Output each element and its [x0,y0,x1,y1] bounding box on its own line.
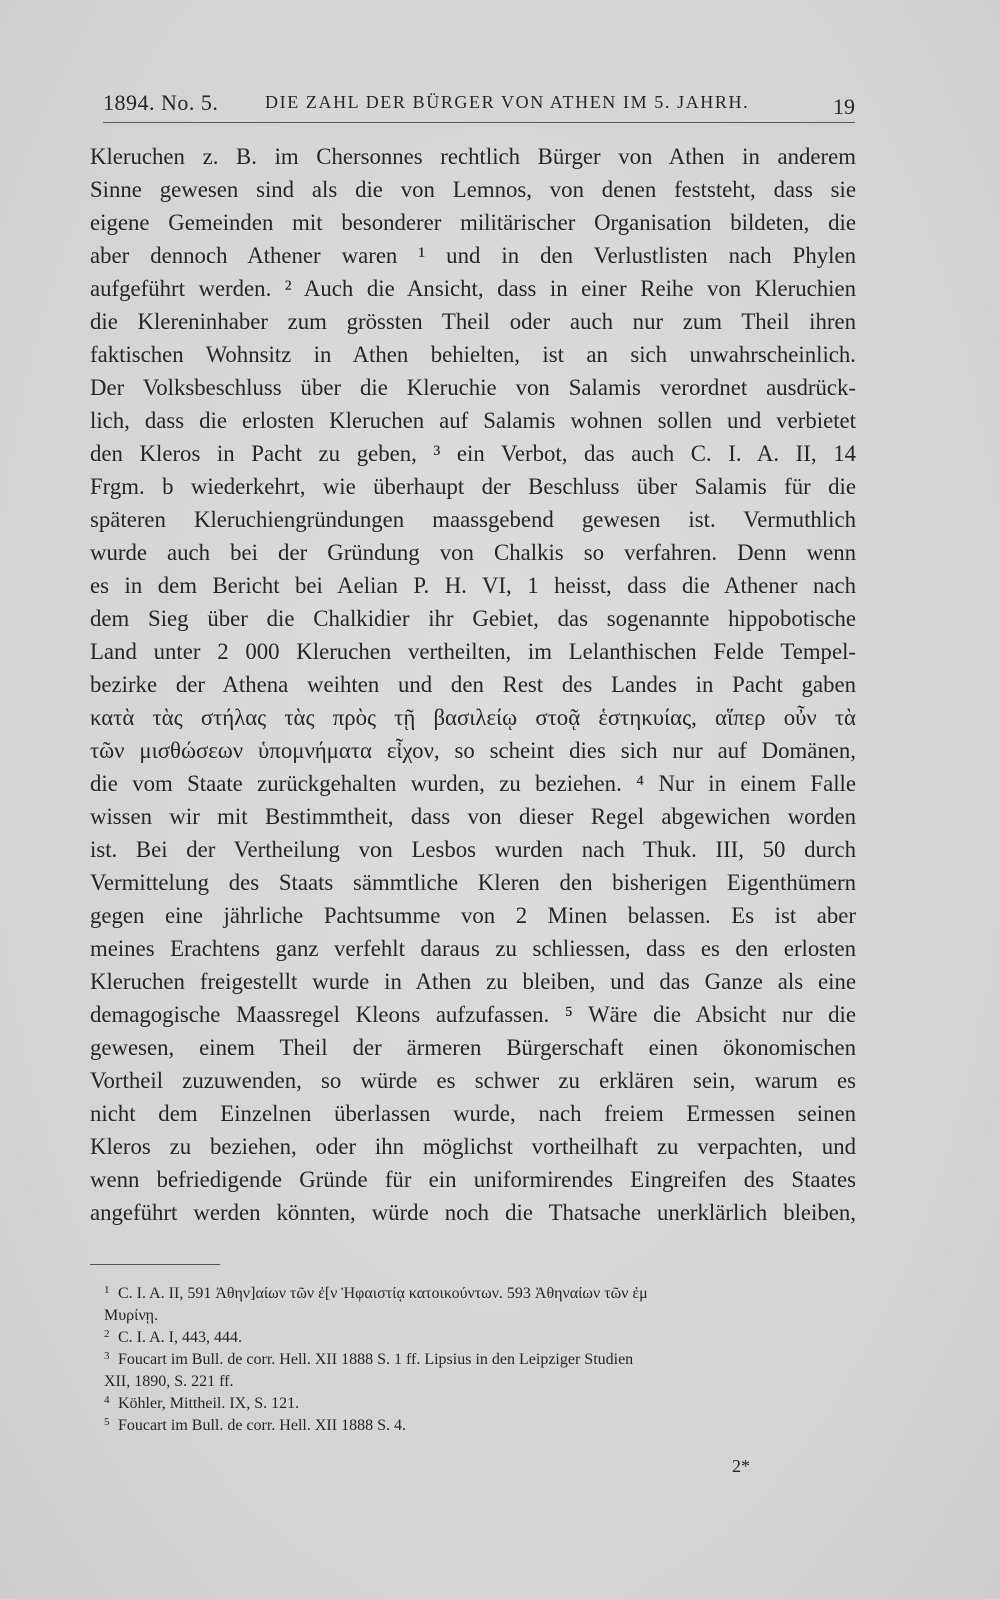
footnote-continuation: XII, 1890, S. 221 ff. [104,1373,234,1390]
body-line: gewesen, einem Theil der ärmeren Bürgerschaft einen ökonomischen [90,1035,856,1060]
body-line: Vermittelung des Staats sämmtliche Kleren den bisherigen Eigenthümern [90,870,856,895]
footnote [104,1415,854,1437]
footnote [104,1283,854,1305]
page-number: 19 [833,94,855,119]
header-title: DIE ZAHL DER BÜRGER VON ATHEN IM 5. JAHRH. [265,92,750,112]
footnotes [104,1283,854,1437]
footnote-text: C. I. A. II, 591 Ἀθην]αίων τῶν ἐ[ν Ἡφαιστίᾳ κατοικούντων. 593 Ἀθηναίων τῶν ἐμ [118,1285,648,1302]
body-line: Frgm. b wiederkehrt, wie überhaupt der Beschluss über Salamis für die [90,474,856,499]
body-line: eigene Gemeinden mit besonderer militärischer Organisation bildeten, die [90,210,856,235]
body-line: den Kleros in Pacht zu geben, ³ ein Verbot, das auch C. I. A. II, 14 [90,441,856,466]
header-volume: 1894. No. 5. [103,90,219,115]
footnote-text: Foucart im Bull. de corr. Hell. XII 1888 S. 1 ff. Lipsius in den Leipziger Studien [118,1351,634,1368]
body-line: κατὰ τὰς στήλας τὰς πρὸς τῇ βασιλείῳ στοᾷ ἑστηκυίας, αἵπερ οὖν τὰ [90,705,856,730]
footnote-number: 4 [104,1394,110,1406]
body-line: faktischen Wohnsitz in Athen behielten, ist an sich unwahrscheinlich. [90,342,856,367]
body-line: wenn befriedigende Gründe für ein uniformirendes Eingreifen des Staates [90,1167,856,1192]
body-line: Kleruchen z. B. im Chersonnes rechtlich Bürger von Athen in anderem [90,144,856,169]
body-line: späteren Kleruchiengründungen maassgebend gewesen ist. Vermuthlich [90,507,856,532]
footnote-number: 3 [104,1350,110,1362]
footnote-text: C. I. A. I, 443, 444. [118,1329,242,1346]
footnote [104,1349,854,1371]
body-line: bezirke der Athena weihten und den Rest des Landes in Pacht gaben [90,672,856,697]
body-line: gegen eine jährliche Pachtsumme von 2 Minen belassen. Es ist aber [90,903,856,928]
body-line: wurde auch bei der Gründung von Chalkis so verfahren. Denn wenn [90,540,856,565]
body-line: nicht dem Einzelnen überlassen wurde, nach freiem Ermessen seinen [90,1101,856,1126]
body-line: ist. Bei der Vertheilung von Lesbos wurden nach Thuk. III, 50 durch [90,837,856,862]
body-line: wissen wir mit Bestimmtheit, dass von dieser Regel abgewichen worden [90,804,856,829]
body-line: die Klereninhaber zum grössten Theil oder auch nur zum Theil ihren [90,309,856,334]
body-line: demagogische Maassregel Kleons aufzufassen. ⁵ Wäre die Absicht nur die [90,1002,856,1027]
signature-mark: 2* [732,1456,750,1476]
body-line: Der Volksbeschluss über die Kleruchie von Salamis verordnet ausdrück- [90,375,856,400]
footnote-continuation: Μυρίνῃ. [104,1307,159,1324]
body-line: aufgeführt werden. ² Auch die Ansicht, dass in einer Reihe von Kleruchien [90,276,856,301]
body-line: Kleruchen freigestellt wurde in Athen zu bleiben, und das Ganze als eine [90,969,856,994]
footnote-text: Foucart im Bull. de corr. Hell. XII 1888 S. 4. [118,1417,406,1434]
footnote [104,1327,854,1349]
body-line: es in dem Bericht bei Aelian P. H. VI, 1 heisst, dass die Athener nach [90,573,856,598]
body-line: meines Erachtens ganz verfehlt daraus zu schliessen, dass es den erlosten [90,936,856,961]
body-line: Land unter 2 000 Kleruchen vertheilten, im Lelanthischen Felde Tempel- [90,639,856,664]
footnote-number: 1 [104,1284,110,1296]
footnote-text: Köhler, Mittheil. IX, S. 121. [118,1395,300,1412]
body-line: lich, dass die erlosten Kleruchen auf Salamis wohnen sollen und verbietet [90,408,856,433]
body-line: Vortheil zuzuwenden, so würde es schwer zu erklären sein, warum es [90,1068,856,1093]
body-text [90,140,856,1229]
footnote [104,1393,854,1415]
body-line: die vom Staate zurückgehalten wurden, zu beziehen. ⁴ Nur in einem Falle [90,771,856,796]
footnote-number: 2 [104,1328,110,1340]
body-line: Kleros zu beziehen, oder ihn möglichst vortheilhaft zu verpachten, und [90,1134,856,1159]
body-line: dem Sieg über die Chalkidier ihr Gebiet, das sogenannte hippobotische [90,606,856,631]
body-line: aber dennoch Athener waren ¹ und in den Verlustlisten nach Phylen [90,243,856,268]
body-line: Sinne gewesen sind als die von Lemnos, von denen feststeht, dass sie [90,177,856,202]
body-line: τῶν μισθώσεων ὑπομνήματα εἶχον, so scheint dies sich nur auf Domänen, [90,738,856,763]
footnote-divider [90,1264,220,1265]
footnote-number: 5 [104,1416,110,1428]
running-header [103,86,855,123]
body-line: angeführt werden könnten, würde noch die Thatsache unerklärlich bleiben, [90,1200,856,1225]
